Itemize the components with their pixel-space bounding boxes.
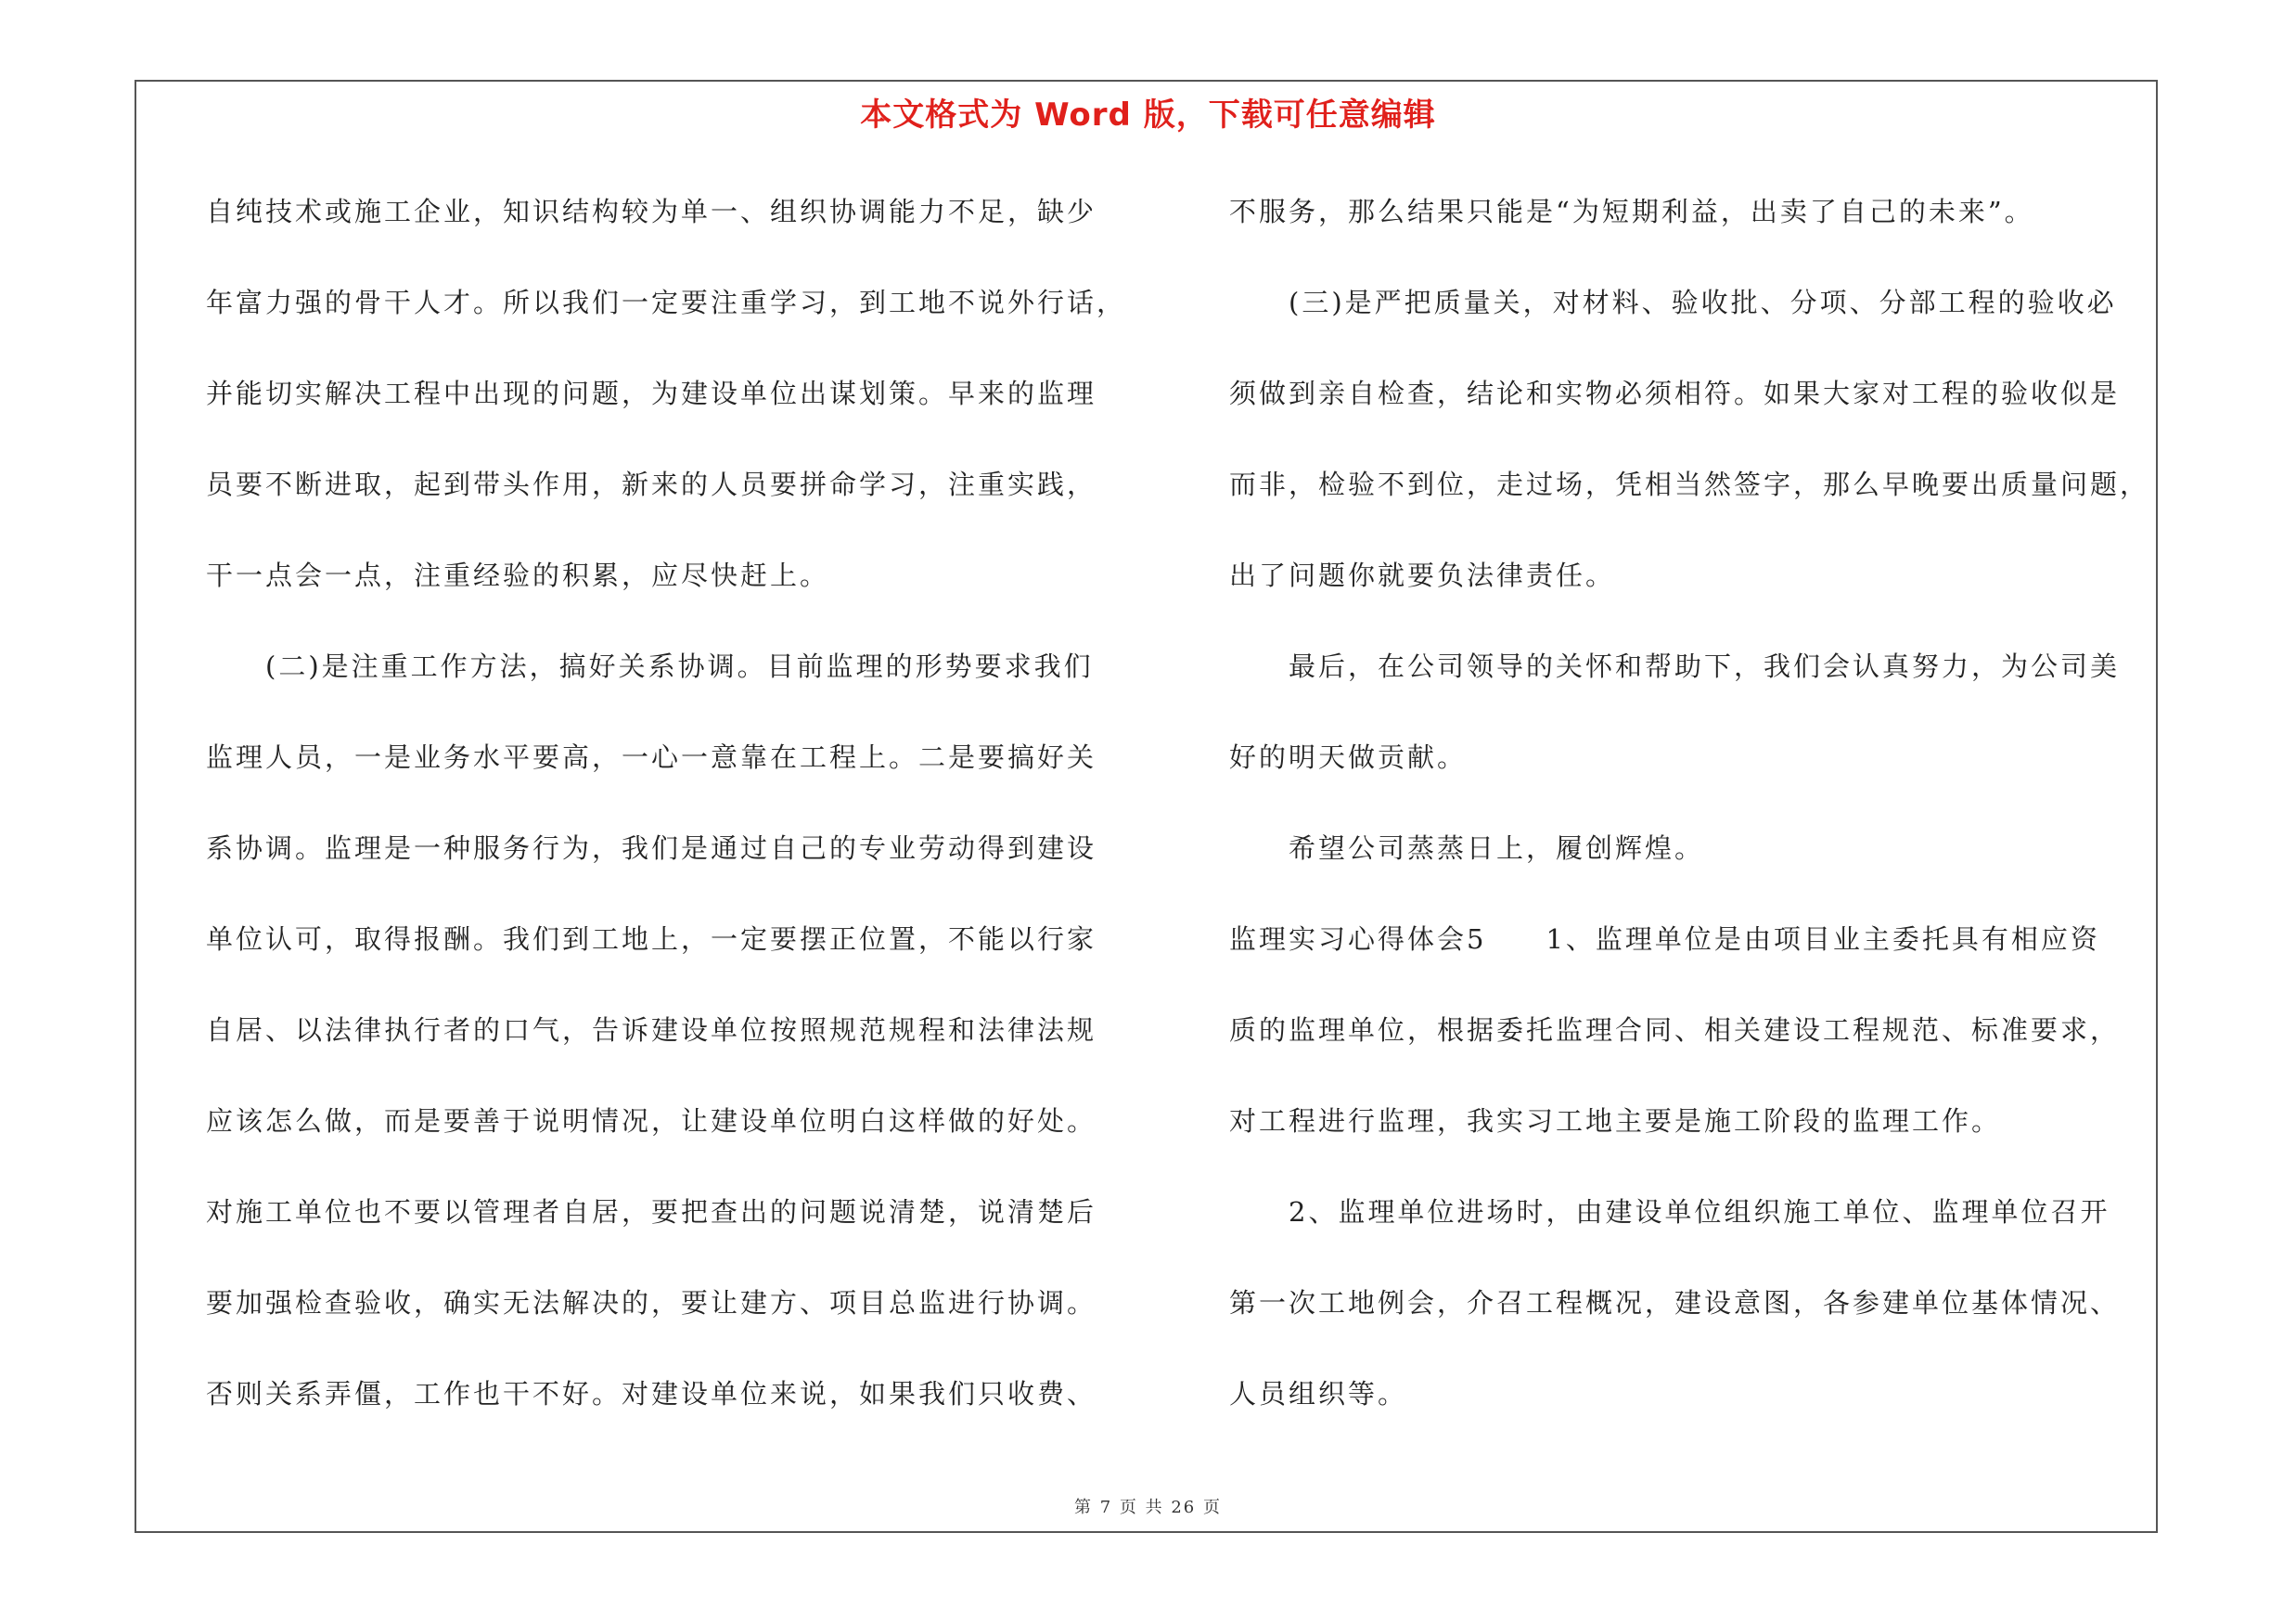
text-line: (二)是注重工作方法，搞好关系协调。目前监理的形势要求我们: [206, 650, 1094, 682]
text-line: 单位认可，取得报酬。我们到工地上，一定要摆正位置，不能以行家: [206, 923, 1097, 955]
text-line: 要加强检查验收，确实无法解决的，要让建方、项目总监进行协调。: [206, 1287, 1097, 1319]
text-line: 对施工单位也不要以管理者自居，要把查出的问题说清楚，说清楚后: [206, 1196, 1097, 1228]
text-line: 对工程进行监理，我实习工地主要是施工阶段的监理工作。: [1229, 1105, 2002, 1137]
text-line: 自纯技术或施工企业，知识结构较为单一、组织协调能力不足，缺少: [206, 196, 1097, 227]
text-line: 出了问题你就要负法律责任。: [1229, 560, 1616, 591]
text-line: 监理实习心得体会5 1、监理单位是由项目业主委托具有相应资: [1229, 923, 2100, 955]
text-line: 自居、以法律执行者的口气，告诉建设单位按照规范规程和法律法规: [206, 1014, 1097, 1046]
text-line: (三)是严把质量关，对材料、验收批、分项、分部工程的验收必: [1229, 287, 2117, 318]
text-line: 希望公司蒸蒸日上，履创辉煌。: [1229, 832, 1705, 864]
text-line: 而非，检验不到位，走过场，凭相当然签字，那么早晚要出质量问题，: [1229, 469, 2150, 500]
text-line: 否则关系弄僵，工作也干不好。对建设单位来说，如果我们只收费、: [206, 1378, 1097, 1410]
text-line: 最后，在公司领导的关怀和帮助下，我们会认真努力，为公司美: [1229, 650, 2121, 682]
text-line: 好的明天做贡献。: [1229, 741, 1468, 773]
text-line: 系协调。监理是一种服务行为，我们是通过自己的专业劳动得到建设: [206, 832, 1097, 864]
text-line: 2、监理单位进场时，由建设单位组织施工单位、监理单位召开: [1229, 1196, 2110, 1228]
page-number-footer: 第 7 页 共 26 页: [1074, 1498, 1222, 1517]
text-line: 须做到亲自检查，结论和实物必须相符。如果大家对工程的验收似是: [1229, 378, 2121, 409]
text-line: 监理人员，一是业务水平要高，一心一意靠在工程上。二是要搞好关: [206, 741, 1097, 773]
right-text-column: [1229, 184, 2166, 1457]
text-line: 不服务，那么结果只能是“为短期利益，出卖了自己的未来”。: [1229, 196, 2034, 227]
left-text-column: [206, 184, 1143, 1457]
text-line: 应该怎么做，而是要善于说明情况，让建设单位明白这样做的好处。: [206, 1105, 1097, 1137]
text-line: 第一次工地例会，介召工程概况，建设意图，各参建单位基体情况、: [1229, 1287, 2121, 1319]
word-format-banner: 本文格式为 Word 版，下载可任意编辑: [860, 97, 1436, 134]
text-line: 人员组织等。: [1229, 1378, 1408, 1410]
text-line: 并能切实解决工程中出现的问题，为建设单位出谋划策。早来的监理: [206, 378, 1097, 409]
text-line: 干一点会一点，注重经验的积累，应尽快赶上。: [206, 560, 830, 591]
text-line: 质的监理单位，根据委托监理合同、相关建设工程规范、标准要求，: [1229, 1014, 2121, 1046]
text-line: 员要不断进取，起到带头作用，新来的人员要拼命学习，注重实践，: [206, 469, 1097, 500]
text-line: 年富力强的骨干人才。所以我们一定要注重学习，到工地不说外行话，: [206, 287, 1127, 318]
